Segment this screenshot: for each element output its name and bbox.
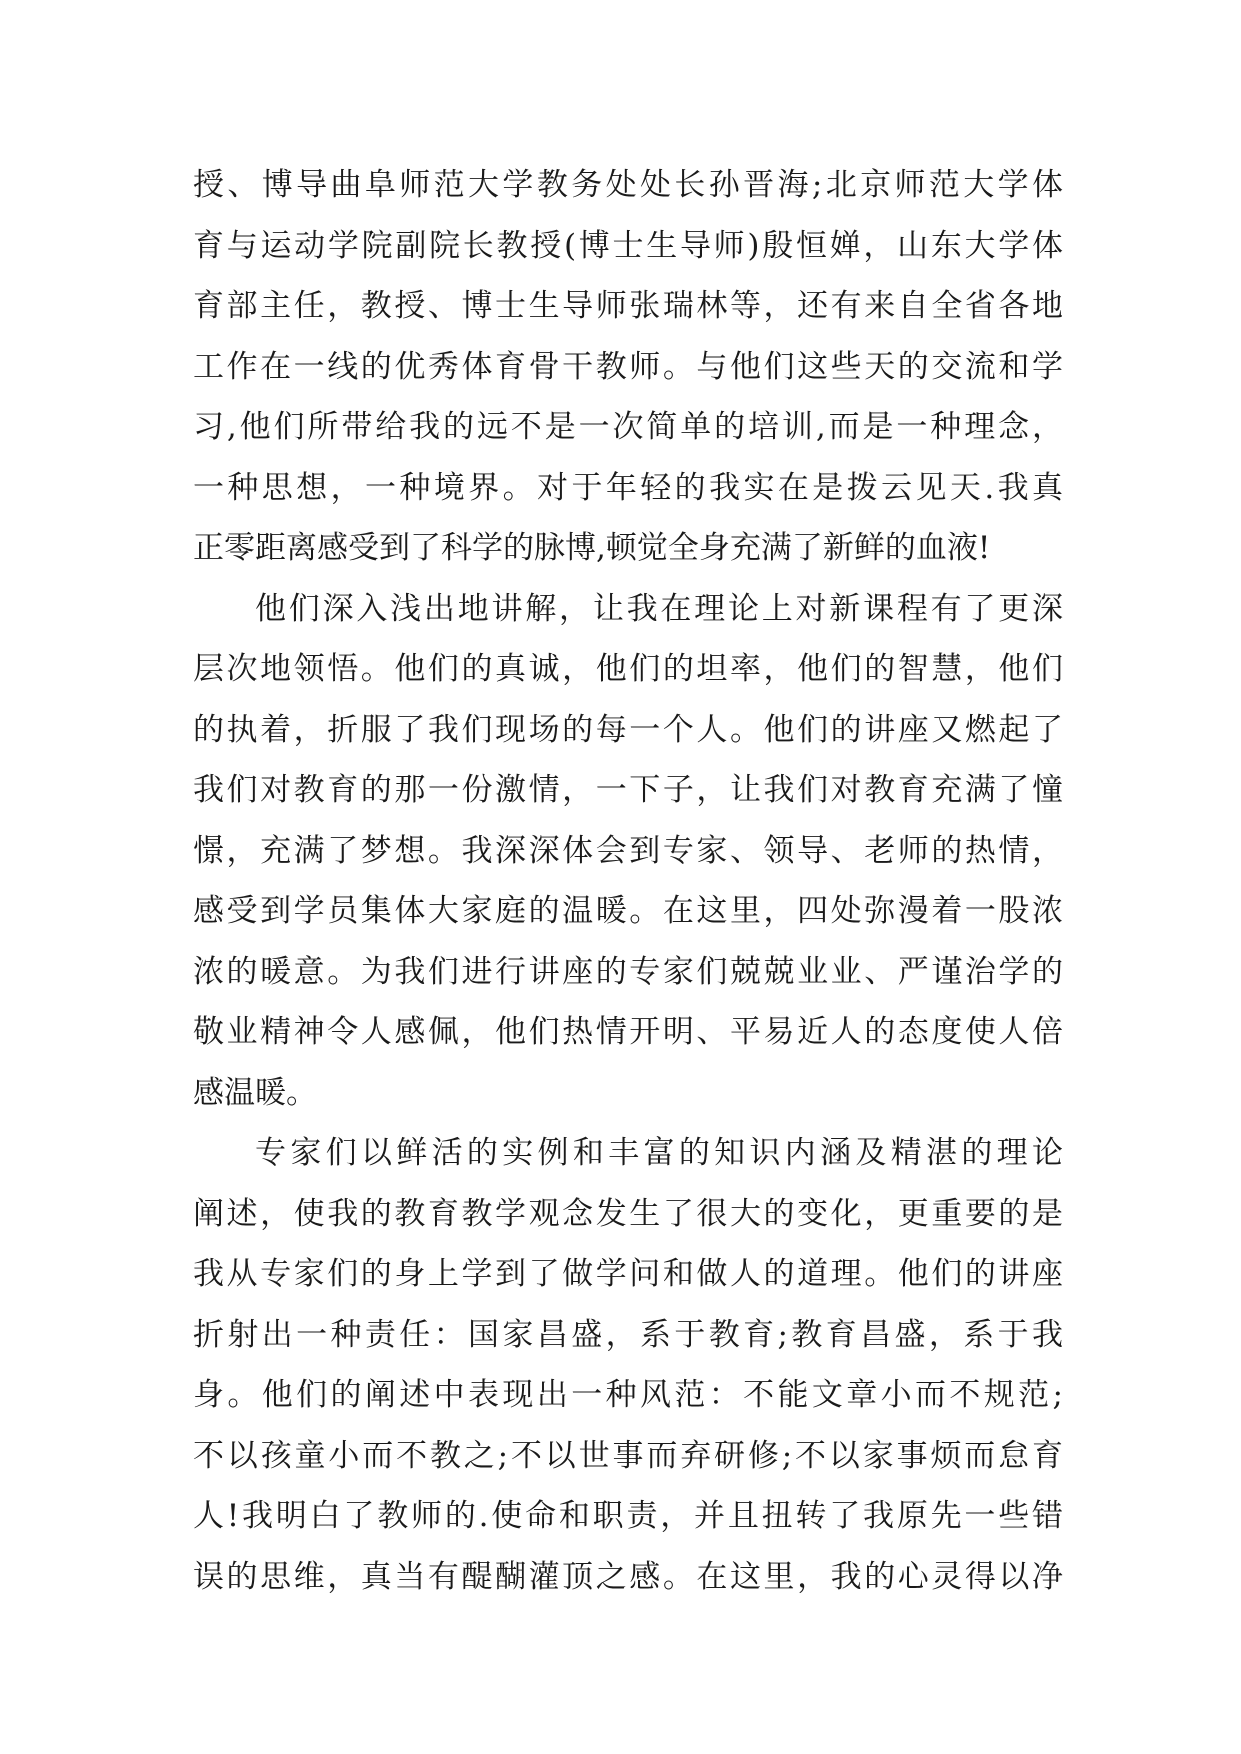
text-line: 我从专家们的身上学到了做学问和做人的道理。他们的讲座 — [193, 1256, 1063, 1292]
paragraph-3 — [193, 1123, 1063, 1607]
text-line: 不以孩童小而不教之;不以世事而弃研修;不以家事烦而怠育 — [193, 1437, 1063, 1474]
paragraph-2 — [193, 579, 1063, 1124]
paragraph-1 — [193, 155, 1063, 579]
text-line: 习,他们所带给我的远不是一次简单的培训,而是一种理念， — [193, 409, 1063, 445]
text-line: 感温暖。 — [193, 1074, 317, 1111]
text-line: 人!我明白了教师的.使命和职责，并且扭转了我原先一些错 — [193, 1498, 1063, 1534]
text-line: 授、博导曲阜师范大学教务处处长孙晋海;北京师范大学体 — [193, 167, 1063, 203]
text-line: 浓的暖意。为我们进行讲座的专家们兢兢业业、严谨治学的 — [193, 953, 1063, 990]
text-line: 阐述，使我的教育教学观念发生了很大的变化，更重要的是 — [193, 1195, 1063, 1232]
text-line: 一种思想，一种境界。对于年轻的我实在是拨云见天.我真 — [193, 469, 1063, 506]
text-line: 他们深入浅出地讲解，让我在理论上对新课程有了更深 — [255, 590, 1063, 627]
text-line: 憬，充满了梦想。我深深体会到专家、领导、老师的热情， — [193, 832, 1063, 869]
text-line: 专家们以鲜活的实例和丰富的知识内涵及精湛的理论 — [255, 1135, 1063, 1171]
text-line: 层次地领悟。他们的真诚，他们的坦率，他们的智慧，他们 — [193, 651, 1063, 687]
text-line: 育与运动学院副院长教授(博士生导师)殷恒婵，山东大学体 — [193, 227, 1063, 264]
body-text — [193, 155, 1063, 1607]
text-line: 身。他们的阐述中表现出一种风范：不能文章小而不规范; — [193, 1377, 1063, 1413]
text-line: 我们对教育的那一份激情，一下子，让我们对教育充满了憧 — [193, 772, 1063, 808]
text-line: 的执着，折服了我们现场的每一个人。他们的讲座又燃起了 — [193, 711, 1063, 748]
text-line: 感受到学员集体大家庭的温暖。在这里，四处弥漫着一股浓 — [193, 893, 1063, 929]
text-line: 折射出一种责任：国家昌盛，系于教育;教育昌盛，系于我 — [193, 1316, 1063, 1353]
text-line: 育部主任，教授、博士生导师张瑞林等，还有来自全省各地 — [193, 288, 1063, 324]
text-line: 工作在一线的优秀体育骨干教师。与他们这些天的交流和学 — [193, 348, 1063, 385]
text-line: 正零距离感受到了科学的脉博,顿觉全身充满了新鲜的血液! — [193, 530, 991, 566]
text-line: 误的思维，真当有醍醐灌顶之感。在这里，我的心灵得以净 — [193, 1558, 1063, 1595]
text-line: 敬业精神令人感佩，他们热情开明、平易近人的态度使人倍 — [193, 1014, 1063, 1050]
